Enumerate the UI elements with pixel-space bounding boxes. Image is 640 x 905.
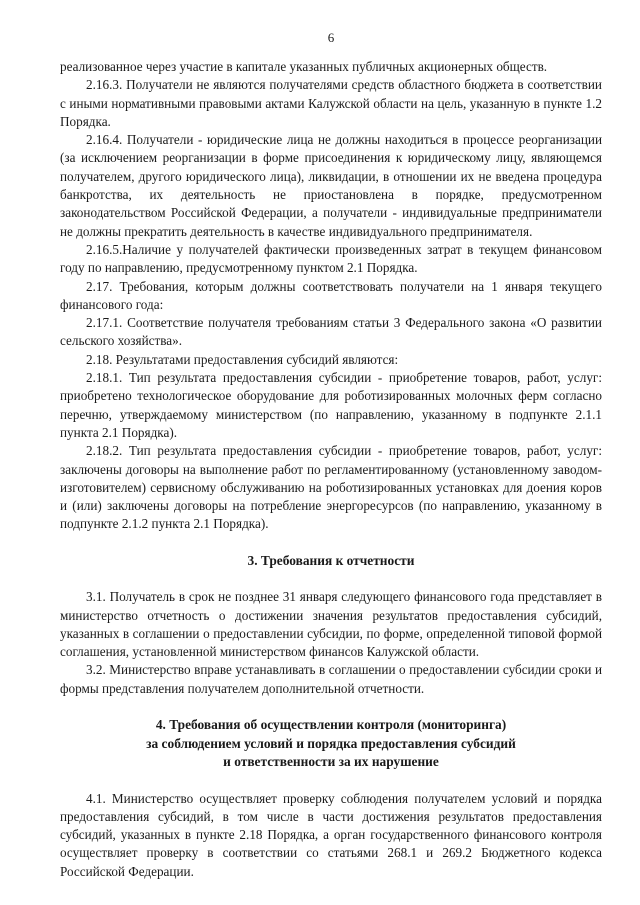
section-3-heading: 3. Требования к отчетности (247, 552, 415, 568)
page-number: 6 (327, 30, 335, 45)
paragraph-2-18-1: 2.18.1. Тип результата предоставления субсидии - приобретение товаров, работ, услуг: приобретено технологическое оборудование для роботизированных молочных ферм согласно перечню, утверждаемому министерством (по направлению, указанному в подпункте 2.1.1 пункта 2.1 Порядка). (60, 370, 602, 440)
paragraph-4-1: 4.1. Министерство осуществляет проверку соблюдения получателем условий и порядка предоставления субсидий, в том числе в части достижения результатов предоставления субсидий, указанных в пункте 2.18 Порядка, а орган государственного финансового контроля осуществляет проверку в соответствии со статьями 268.1 и 269.2 Бюджетного кодекса Российской Федерации. (60, 790, 602, 879)
section-4-heading (60, 716, 602, 772)
section-3 (60, 552, 602, 698)
paragraph-2-16-3: 2.16.3. Получатели не являются получателями средств областного бюджета в соответствии с иными нормативными правовыми актами Калужской области на цель, указанную в пункте 1.2 Порядка. (60, 77, 602, 129)
section-4-heading-line-3: и ответственности за их нарушение (223, 754, 439, 769)
paragraph-2-17-1: 2.17.1. Соответствие получателя требованиям статьи 3 Федерального закона «О развитии сельского хозяйства». (60, 315, 602, 349)
paragraph-2-16-5: 2.16.5.Наличие у получателей фактически произведенных затрат в текущем финансовом году по направлению, предусмотренному пунктом 2.1 Порядка. (60, 241, 602, 276)
section-4-heading-line-1: 4. Требования об осуществлении контроля (мониторинга) (155, 717, 507, 732)
paragraph-3-1: 3.1. Получатель в срок не позднее 31 января следующего финансового года представляет в министерство отчетность о достижении значения результатов предоставления субсидий, указанных в соглашении о предоставлении субсидии, по форме, определенной типовой формой соглашения, установленной министерством финансов Калужской области. (60, 589, 602, 660)
paragraph-2-18-2: 2.18.2. Тип результата предоставления субсидии - приобретение товаров, работ, услуг: заключены договоры на выполнение работ по регламентированному (установленному заводом-изготовителем) сервисному обслуживанию на роботизированных установках для доения коров и (или) заключены договоры на потребление энергоресурсов (по направлению, указанному в подпункте 2.1.2 пункта 2.1 Порядка). (60, 443, 602, 532)
paragraph-2-16-4: 2.16.4. Получатели - юридические лица не должны находиться в процессе реорганизации (за исключением реорганизации в форме присоединения к юридическому лицу, являющемся получателем, другого юридического лица), ликвидации, в отношении их не введена процедура банкротства, их деятельность не приостановлена в порядке, предусмотренном законодательством Российской Федерации, а получатели - индивидуальные предприниматели не должны прекратить деятельность в качестве индивидуального предпринимателя. (60, 132, 602, 239)
section-2-continuation (60, 58, 602, 534)
paragraph-3-2: 3.2. Министерство вправе устанавливать в соглашении о предоставлении субсидии сроки и формы представления получателем дополнительной отчетности. (60, 662, 602, 696)
section-4 (60, 716, 602, 881)
paragraph-2-18: 2.18. Результатами предоставления субсидий являются: (86, 351, 399, 367)
paragraph-2-17: 2.17. Требования, которым должны соответствовать получатели на 1 января текущего финансового года: (60, 278, 602, 312)
section-4-heading-line-2: за соблюдением условий и порядка предоставления субсидий (146, 735, 516, 751)
paragraph-continuation: реализованное через участие в капитале указанных публичных акционерных обществ. (60, 59, 548, 74)
